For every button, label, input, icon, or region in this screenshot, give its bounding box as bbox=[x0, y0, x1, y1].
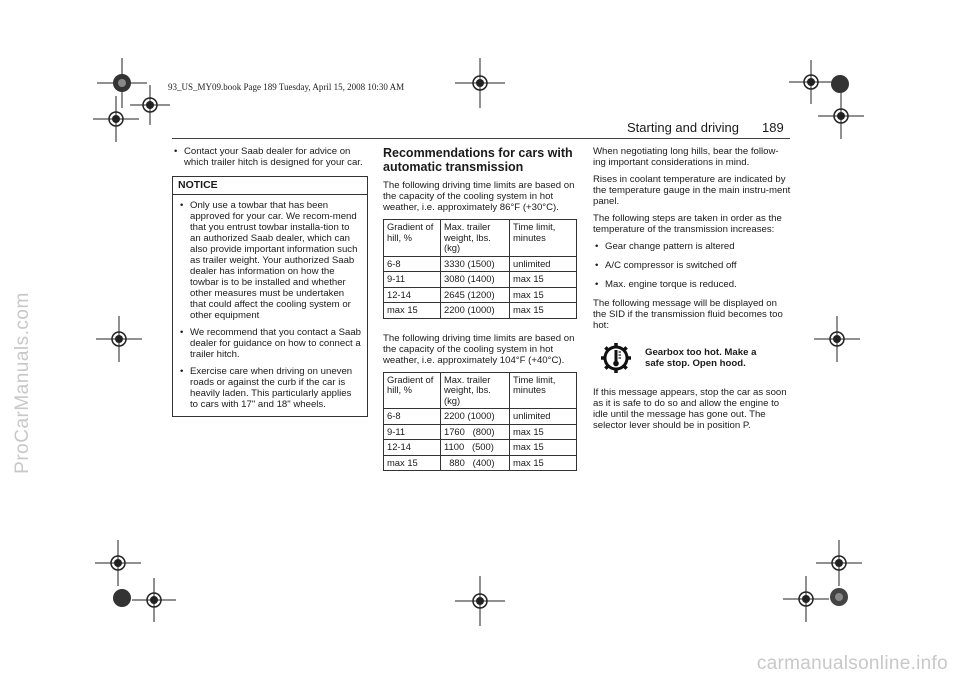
table-cell: max 15 bbox=[510, 287, 577, 303]
driving-time-table-30c bbox=[383, 219, 577, 319]
table-cell: 12-14 bbox=[384, 440, 441, 456]
notice-item: • Exercise care when driving on uneven roads or against the curb if the car is heavily laden. This particularly applies to cars with 17" and 18" wheels. bbox=[178, 366, 362, 410]
page-number: 189 bbox=[762, 120, 784, 135]
page-header-title: Starting and driving bbox=[627, 120, 740, 135]
intro-paragraph-30c: The following driving time limits are based on the capacity of the cooling system in hot weather, i.e. approximately 86°F (+30°C). bbox=[383, 180, 575, 213]
step-bullet: • A/C compressor is switched off bbox=[593, 260, 791, 271]
book-file-info: 93_US_MY09.book Page 189 Tuesday, April 15, 2008 10:30 AM bbox=[168, 82, 405, 92]
bottom-watermark: carmanualsonline.info bbox=[756, 653, 948, 674]
paragraph-stop-car: If this message appears, stop the car as soon as it is safe to do so and allow the engine to idle until the message has gone out. The selector lever should be in position P. bbox=[593, 387, 787, 431]
table-row bbox=[384, 303, 577, 319]
sid-message-text: Gearbox too hot. Make a safe stop. Open hood. bbox=[645, 347, 757, 369]
table-row bbox=[384, 455, 577, 471]
table-cell: max 15 bbox=[510, 272, 577, 288]
table-cell: 880 (400) bbox=[441, 455, 510, 471]
table-row bbox=[384, 409, 577, 425]
notice-box bbox=[172, 176, 368, 417]
bullet-dealer-advice: • Contact your Saab dealer for advice on which trailer hitch is designed for your car. bbox=[172, 146, 368, 168]
table-cell: 6-8 bbox=[384, 409, 441, 425]
table-cell: 1100 (500) bbox=[441, 440, 510, 456]
table-cell: 12-14 bbox=[384, 287, 441, 303]
table-header-cell: Time limit, minutes bbox=[510, 372, 577, 409]
table-cell: 2200 (1000) bbox=[441, 409, 510, 425]
table-header-row bbox=[384, 220, 577, 257]
paragraph-long-hills: When negotiating long hills, bear the follow-ing important considerations in mind. bbox=[593, 146, 779, 168]
table-header-cell: Time limit, minutes bbox=[510, 220, 577, 257]
column-right bbox=[593, 146, 791, 437]
table-cell: 2645 (1200) bbox=[441, 287, 510, 303]
table-cell: 3080 (1400) bbox=[441, 272, 510, 288]
column-left bbox=[172, 146, 368, 417]
table-cell: unlimited bbox=[510, 409, 577, 425]
table-row bbox=[384, 440, 577, 456]
notice-item: • We recommend that you contact a Saab dealer for guidance on how to connect a trailer hitch. bbox=[178, 327, 362, 360]
step-bullet: • Max. engine torque is reduced. bbox=[593, 279, 791, 290]
table-header-cell: Gradient of hill, % bbox=[384, 372, 441, 409]
column-middle bbox=[383, 146, 579, 485]
registration-mark-top-center bbox=[455, 58, 505, 108]
header-rule bbox=[172, 138, 790, 139]
table-cell: unlimited bbox=[510, 256, 577, 272]
table-header-cell: Max. trailer weight, lbs. (kg) bbox=[441, 372, 510, 409]
table-row bbox=[384, 272, 577, 288]
table-cell: 9-11 bbox=[384, 272, 441, 288]
table-cell: max 15 bbox=[510, 303, 577, 319]
side-watermark: ProCarManuals.com bbox=[12, 292, 33, 474]
paragraph-steps: The following steps are taken in order as the temperature of the transmission increases: bbox=[593, 213, 782, 235]
gearbox-temperature-icon bbox=[599, 341, 633, 375]
sid-message bbox=[593, 341, 791, 375]
table-cell: 6-8 bbox=[384, 256, 441, 272]
table-header-row bbox=[384, 372, 577, 409]
paragraph-coolant-temperature: Rises in coolant temperature are indicated by the temperature gauge in the main instru-ment panel. bbox=[593, 174, 791, 207]
table-cell: max 15 bbox=[384, 455, 441, 471]
table-row bbox=[384, 287, 577, 303]
registration-mark-bottom-left-2 bbox=[132, 578, 176, 622]
section-heading: Recommendations for cars with automatic transmission bbox=[383, 146, 573, 174]
table-header-cell: Gradient of hill, % bbox=[384, 220, 441, 257]
notice-item: • Only use a towbar that has been approved for your car. We recom-mend that you entrust towbar installa-tion to an authorized Saab dealer, which can also provide important information such as trailer weight. Your authorized Saab dealer has information on how the towbar is to be installed and whether other measures must be undertaken that could affect the cooling system or other equipment bbox=[178, 200, 362, 321]
registration-mark-top-left-3 bbox=[93, 96, 139, 142]
table-cell: 3330 (1500) bbox=[441, 256, 510, 272]
table-cell: 2200 (1000) bbox=[441, 303, 510, 319]
table-cell: max 15 bbox=[384, 303, 441, 319]
registration-mark-bottom-right-solid bbox=[824, 582, 854, 612]
intro-paragraph-40c: The following driving time limits are based on the capacity of the cooling system in hot weather, i.e. approximately 104°F (+40°C). bbox=[383, 332, 575, 366]
table-row bbox=[384, 256, 577, 272]
paragraph-sid-message: The following message will be displayed on the SID if the transmission fluid becomes too hot: bbox=[593, 298, 783, 331]
registration-mark-bottom-center bbox=[455, 576, 505, 626]
step-bullet: • Gear change pattern is altered bbox=[593, 241, 791, 252]
table-cell: 1760 (800) bbox=[441, 424, 510, 440]
table-cell: max 15 bbox=[510, 440, 577, 456]
notice-body bbox=[173, 195, 367, 410]
registration-mark-middle-left bbox=[96, 316, 142, 362]
table-header-cell: Max. trailer weight, lbs. (kg) bbox=[441, 220, 510, 257]
table-row bbox=[384, 424, 577, 440]
driving-time-table-40c bbox=[383, 372, 577, 472]
table-cell: 9-11 bbox=[384, 424, 441, 440]
table-cell: max 15 bbox=[510, 455, 577, 471]
registration-mark-middle-right bbox=[814, 316, 860, 362]
notice-title: NOTICE bbox=[173, 177, 367, 195]
registration-mark-bottom-right-2 bbox=[816, 540, 862, 586]
registration-mark-top-right-2 bbox=[818, 93, 864, 139]
table-cell: max 15 bbox=[510, 424, 577, 440]
